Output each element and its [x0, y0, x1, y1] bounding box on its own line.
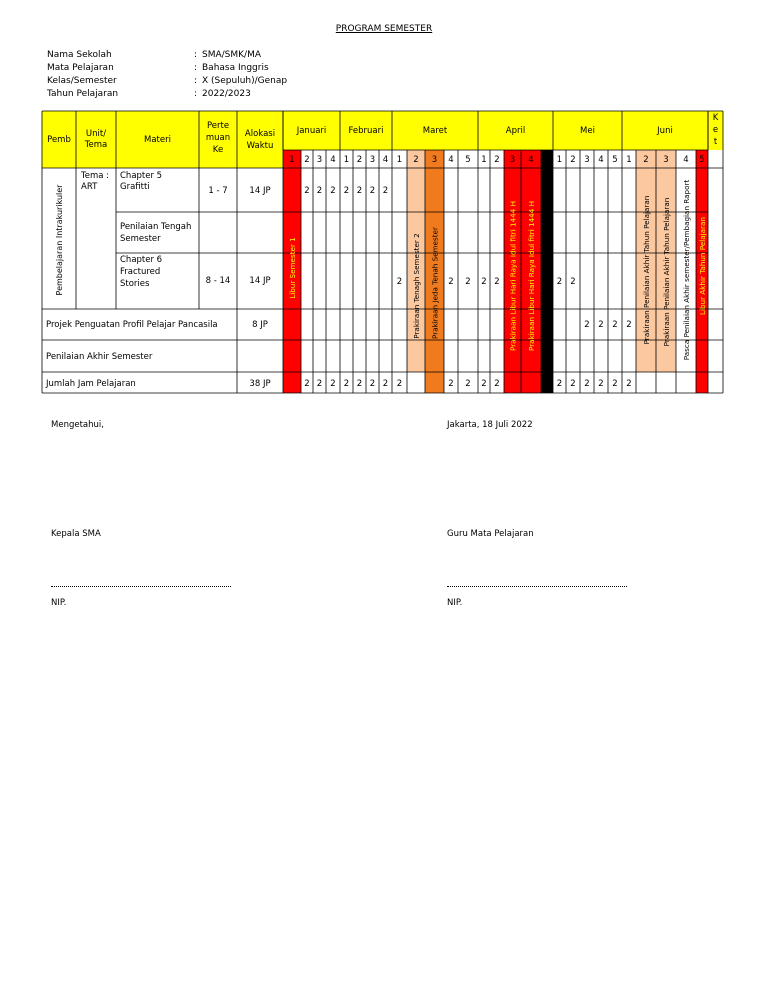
jp-value: 2 — [481, 277, 487, 287]
jp-value: 2 — [330, 379, 336, 389]
week-number: 2 — [304, 155, 310, 165]
week-number: 3 — [369, 155, 376, 165]
jp-value: 2 — [330, 186, 336, 196]
week-number: 3 — [316, 155, 323, 165]
week-number: 1 — [481, 155, 487, 165]
materi-ch6: Chapter 6 — [120, 255, 163, 265]
sign-line-principal — [51, 586, 231, 587]
week-number: 2 — [413, 155, 419, 165]
jp-value: 2 — [598, 379, 604, 389]
nip-principal: NIP. — [51, 598, 67, 608]
jp-value: 2 — [584, 379, 590, 389]
jp-value: 2 — [494, 277, 500, 287]
jp-value: 2 — [356, 379, 363, 389]
jp-value: 2 — [556, 277, 563, 287]
page-title: PROGRAM SEMESTER — [335, 24, 433, 34]
month-label: Januari — [296, 126, 327, 136]
jp-value: 2 — [465, 379, 471, 389]
week-number: 3 — [431, 155, 438, 165]
week-black — [541, 150, 553, 168]
nip-teacher: NIP. — [447, 598, 463, 608]
jp-value: 2 — [396, 277, 403, 287]
pertemuan-ch6: 8 - 14 — [205, 276, 231, 286]
week-number: 4 — [448, 155, 454, 165]
jp-value: 2 — [584, 320, 590, 330]
jp-value: 2 — [343, 379, 350, 389]
week-number: 1 — [396, 155, 403, 165]
header-pertemuan: Ke — [212, 145, 224, 155]
jp-value: 2 — [481, 379, 487, 389]
jp-value: 2 — [316, 379, 323, 389]
jp-value: 2 — [465, 277, 471, 287]
week-number: 2 — [494, 155, 500, 165]
week-number: 2 — [643, 155, 649, 165]
week-number: 4 — [528, 155, 534, 165]
week-number: 5 — [699, 155, 705, 165]
week-number: 4 — [598, 155, 604, 165]
jp-value: 2 — [382, 379, 389, 389]
jp-value: 2 — [382, 186, 389, 196]
vlabel-libur-semester: Libur Semester 1 — [288, 237, 297, 299]
materi-ch5: Chapter 5 — [120, 171, 163, 181]
jp-value: 2 — [626, 320, 632, 330]
month-label: Mei — [580, 126, 595, 136]
materi-ch6: Fractured — [120, 267, 161, 277]
pertemuan-ch5: 1 - 7 — [208, 186, 228, 196]
jp-value: 2 — [356, 186, 363, 196]
vlabel-pat-2: Prakiraan Penilaian Akhir Tahun Pelajaran — [662, 197, 671, 347]
week-number: 4 — [382, 155, 389, 165]
alokasi-p5: 8 JP — [252, 320, 268, 330]
sign-teacher-role: Guru Mata Pelajaran — [447, 529, 534, 539]
jp-value: 2 — [494, 379, 500, 389]
side-label-intrakurikuler: Pembelajaran Intrakurikuler — [55, 184, 64, 296]
week-number: 2 — [570, 155, 576, 165]
col-black — [541, 168, 553, 393]
week-number: 1 — [626, 155, 632, 165]
jp-value: 2 — [343, 186, 350, 196]
week-number: 4 — [330, 155, 336, 165]
header-materi: Materi — [144, 135, 171, 145]
jp-value: 2 — [570, 379, 576, 389]
sign-acknowledged-label: Mengetahui, — [51, 420, 104, 430]
info-row-subject: Mata Pelajaran : Bahasa Inggris — [47, 63, 269, 73]
sign-line-teacher — [447, 586, 627, 587]
vlabel-libur-akhir: Libur Akhir Tahun Pelajaran — [698, 216, 707, 316]
header-unit: Tema — [84, 140, 108, 150]
week-number: 5 — [465, 155, 471, 165]
jp-value: 2 — [369, 186, 376, 196]
week-number: 4 — [683, 155, 689, 165]
unit-tema-value: ART — [81, 182, 98, 192]
vlabel-pts: Prakiraan Tenagh Semester 2 — [412, 233, 421, 339]
header-alokasi: Waktu — [246, 141, 274, 151]
week-number: 3 — [663, 155, 669, 165]
program-semester-table — [0, 0, 768, 395]
jp-value: 2 — [612, 379, 618, 389]
vlabel-pat: Prakiraan Penilaian Akhir Tahun Pelajaran — [642, 195, 651, 345]
row-total-label: Jumlah Jam Pelajaran — [46, 379, 136, 389]
row-p5-label: Projek Penguatan Profil Pelajar Pancasila — [46, 320, 218, 330]
sign-place-date: Jakarta, 18 Juli 2022 — [447, 420, 533, 430]
jp-value: 2 — [396, 379, 403, 389]
jp-value: 2 — [626, 379, 632, 389]
jp-value: 2 — [598, 320, 604, 330]
alokasi-ch6: 14 JP — [249, 276, 271, 286]
materi-ch5: Grafitti — [120, 182, 150, 192]
info-row-school: Nama Sekolah : SMA/SMK/MA — [47, 50, 262, 60]
materi-ch6: Stories — [120, 279, 150, 289]
row-pas-label: Penilaian Akhir Semester — [46, 352, 153, 362]
materi-pts: Semester — [120, 234, 161, 244]
jp-value: 2 — [570, 277, 576, 287]
header-ket: K — [712, 113, 719, 123]
vlabel-idul-fitri: Prakiraan Libur Hari Raya Idul fitri 1444 H — [508, 201, 518, 351]
week-number: 3 — [509, 155, 516, 165]
jp-value: 2 — [316, 186, 323, 196]
header-unit: Unit/ — [85, 129, 107, 139]
week-number: 5 — [612, 155, 618, 165]
jp-value: 2 — [304, 379, 310, 389]
jp-value: 2 — [612, 320, 618, 330]
header-ket: t — [713, 137, 718, 147]
month-label: Maret — [422, 126, 448, 136]
jp-value: 2 — [369, 379, 376, 389]
materi-pts: Penilaian Tengah — [120, 222, 192, 232]
unit-tema-label: Tema : — [81, 171, 110, 181]
week-number: 2 — [356, 155, 363, 165]
jp-value: 2 — [448, 277, 454, 287]
header-pertemuan: Perte — [206, 121, 230, 131]
vlabel-jeda: Prakiraan Jeda Tenah Semester — [430, 227, 440, 339]
jp-value: 2 — [448, 379, 454, 389]
week-number: 1 — [289, 155, 295, 165]
header-pertemuan: muan — [205, 133, 231, 143]
alokasi-total: 38 JP — [249, 379, 271, 389]
week-number: 3 — [584, 155, 590, 165]
jp-value: 2 — [556, 379, 563, 389]
month-label: Juni — [657, 126, 673, 136]
week-number: 1 — [343, 155, 350, 165]
month-label: April — [505, 126, 526, 136]
vlabel-pasca: Pasca Penilaian Akhir semester/Pembagian Raport — [682, 179, 691, 361]
info-row-year: Tahun Pelajaran : 2022/2023 — [47, 89, 251, 99]
info-row-class: Kelas/Semester : X (Sepuluh)/Genap — [47, 76, 288, 86]
header-ket: e — [712, 125, 719, 135]
alokasi-ch5: 14 JP — [249, 186, 271, 196]
week-number: 1 — [556, 155, 563, 165]
header-alokasi: Alokasi — [244, 129, 276, 139]
jp-value: 2 — [304, 186, 310, 196]
sign-principal-role: Kepala SMA — [51, 529, 101, 539]
vlabel-idul-fitri-2: Prakiraan Libur Hari Raya Idul fitri 1444 H — [527, 201, 536, 351]
month-label: Februari — [348, 126, 384, 136]
header-pemb: Pemb — [47, 135, 71, 145]
